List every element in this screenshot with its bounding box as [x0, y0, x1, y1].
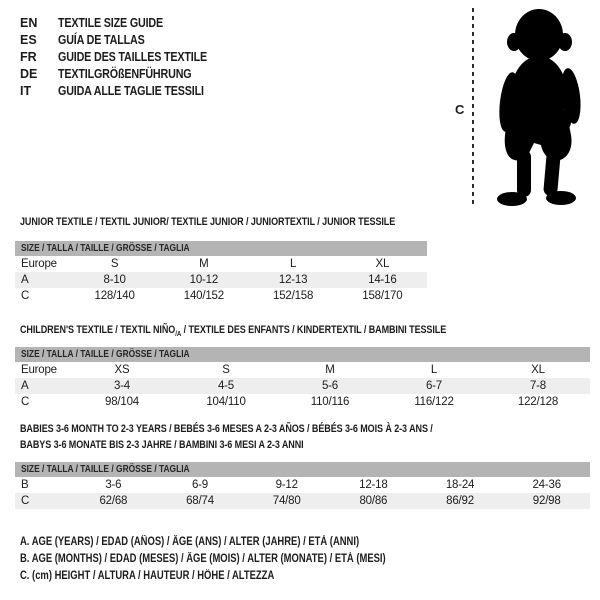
language-title: GUÍA DE TALLAS: [58, 32, 145, 47]
footnote-age-years: A. AGE (YEARS) / EDAD (AÑOS) / ÂGE (ANS) / ALTER (JAHRE) / ETÀ (ANNI): [20, 536, 360, 548]
size-cell: S: [110, 258, 119, 270]
size-cell: 9-12: [275, 479, 298, 491]
size-cell: 6-9: [191, 479, 209, 491]
language-title: TEXTILE SIZE GUIDE: [58, 15, 164, 30]
size-cell: 68/74: [186, 495, 214, 507]
size-cell: L: [290, 258, 297, 270]
size-row-a: [15, 272, 427, 288]
language-code: DE: [20, 66, 38, 81]
language-code: FR: [20, 49, 37, 64]
size-cell: 18-24: [445, 479, 475, 491]
size-cell: 152/158: [273, 290, 314, 302]
size-cell: 8-10: [103, 274, 126, 286]
size-cell: 12-18: [359, 479, 388, 491]
size-cell: 80/86: [359, 495, 388, 507]
size-cell: XL: [531, 364, 545, 376]
size-cell: 116/122: [414, 396, 454, 408]
language-row: [20, 14, 231, 31]
footnote-age-months: B. AGE (MONTHS) / EDAD (MESES) / ÂGE (MOIS) / ALTER (MONATE) / ETÀ (MESI): [20, 553, 386, 565]
size-cell: 104/110: [206, 396, 246, 408]
footnote-height-cm: C. (cm) HEIGHT / ALTURA / HAUTEUR / HÖHE / ALTEZZA: [20, 570, 275, 582]
size-cell: 14-16: [368, 274, 397, 286]
language-title: TEXTILGRÖßENFÜHRUNG: [58, 66, 192, 81]
section-title-children: CHILDREN'S TEXTILE / TEXTIL $NIÑO_{/A}$ / TEXTILE DES ENFANTS / KINDERTEXTIL / BAMBINI TESSILE: [20, 324, 447, 339]
size-cell: 5-6: [321, 380, 339, 392]
size-cell: 7-8: [529, 380, 547, 392]
size-cell: 4-5: [217, 380, 235, 392]
size-header-bar: [15, 241, 427, 256]
babies-size-table: [15, 462, 590, 509]
size-cell: 10-12: [189, 274, 219, 286]
size-cell: 98/104: [105, 396, 139, 408]
size-cell: 74/80: [272, 495, 301, 507]
size-cell: M: [325, 364, 335, 376]
size-row-b: [15, 477, 590, 493]
size-cell: 62/68: [99, 495, 128, 507]
children-size-table: [15, 347, 590, 410]
size-cell: 3-6: [105, 479, 122, 491]
language-list: [20, 14, 231, 99]
height-measure-dashed-line: [472, 8, 474, 206]
size-row-a: [15, 378, 590, 394]
size-cell: XL: [375, 258, 390, 270]
row-label: C: [21, 495, 30, 507]
section-title-babies-line1: BABIES 3-6 MONTH TO 2-3 YEARS / BEBÉS 3-6 MESES A 2-3 AÑOS / BÉBÉS 3-6 MOIS À 2-3 ANS /: [20, 423, 433, 435]
size-cell: M: [199, 258, 209, 270]
language-row: [20, 65, 231, 82]
size-cell: 122/128: [517, 396, 559, 408]
size-cell: 86/92: [446, 495, 474, 507]
size-row-c: [15, 493, 590, 509]
section-title-junior: JUNIOR TEXTILE / TEXTIL JUNIOR/ TEXTILE JUNIOR / JUNIORTEXTIL / JUNIOR TESSILE: [20, 216, 396, 228]
language-code: ES: [20, 32, 37, 47]
size-cell: 6-7: [425, 380, 443, 392]
size-row-c: [15, 394, 590, 410]
language-code: IT: [20, 83, 32, 98]
size-header-label: SIZE / TALLA / TAILLE / GRÖSSE / TAGLIA: [21, 348, 190, 360]
size-cell: 140/152: [183, 290, 224, 302]
language-row: [20, 82, 231, 99]
size-cell: 92/98: [532, 495, 561, 507]
size-header-bar: [15, 347, 590, 362]
row-label: C: [21, 396, 30, 408]
language-title: GUIDE DES TAILLES TEXTILE: [58, 49, 208, 64]
height-marker-label: C: [455, 102, 465, 117]
language-title: GUIDA ALLE TAGLIE TESSILI: [58, 83, 204, 98]
junior-size-table: [15, 241, 427, 304]
size-cell: 24-36: [532, 479, 561, 491]
language-row: [20, 31, 231, 48]
size-header-bar: [15, 462, 590, 477]
size-cell: 128/140: [94, 290, 135, 302]
size-cell: 110/116: [310, 396, 350, 408]
section-title-babies-line2: BABYS 3-6 MONATE BIS 2-3 JAHRE / BAMBINI 3-6 MESI A 2-3 ANNI: [20, 439, 304, 451]
size-row-europe: [15, 256, 427, 272]
row-label: Europe: [21, 258, 57, 270]
row-label: B: [21, 479, 29, 491]
language-row: [20, 48, 231, 65]
language-code: EN: [20, 15, 38, 30]
size-row-c: [15, 288, 427, 304]
row-label: C: [21, 290, 30, 302]
row-label: A: [21, 380, 29, 392]
size-cell: S: [222, 364, 230, 376]
row-label: Europe: [21, 364, 57, 376]
size-header-label: SIZE / TALLA / TAILLE / GRÖSSE / TAGLIA: [21, 463, 190, 475]
size-cell: 158/170: [362, 290, 403, 302]
size-cell: L: [430, 364, 438, 376]
row-label: A: [21, 274, 29, 286]
size-header-label: SIZE / TALLA / TAILLE / GRÖSSE / TAGLIA: [21, 242, 190, 254]
size-cell: 3-4: [113, 380, 131, 392]
size-row-europe: [15, 362, 590, 378]
size-cell: 12-13: [278, 274, 308, 286]
toddler-silhouette-icon: [484, 6, 596, 210]
size-cell: XS: [114, 364, 130, 376]
